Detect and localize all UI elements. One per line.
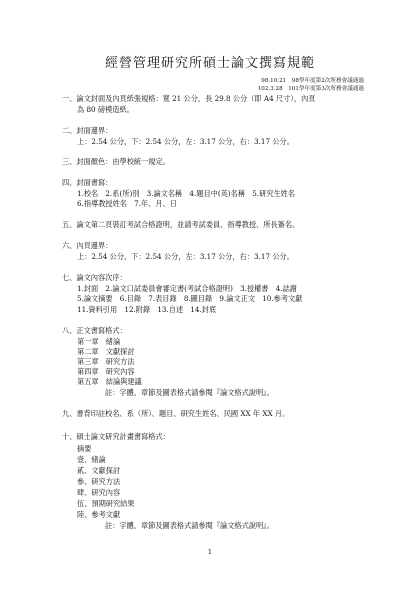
section-line: 11.資料引用 12.附錄 13.自述 14.封底 [77, 305, 217, 314]
section-heading: 一、論文封面及內頁紙張規格：寬 21 公分，長 29.8 公分（即 A4 尺寸），內頁 [62, 94, 316, 103]
section-line: 6.指導教授姓名 7.年、月、日 [77, 199, 177, 208]
document-title: 經營管理研究所碩士論文撰寫規範 [104, 56, 315, 71]
page-number: 1 [207, 548, 213, 556]
section-heading: 七、論文內容次序： [62, 273, 127, 282]
chapter-line: 第二章 文獻探討 [77, 347, 135, 356]
section-line: 上：2.54 公分，下：2.54 公分，左：3.17 公分，右：3.17 公分。 [77, 252, 294, 261]
note-line: 註：字體、章節及圖表格式請參閱『論文格式說明』。 [105, 521, 274, 530]
chapter-line: 第四章 研究內容 [77, 367, 135, 376]
outline-line: 參、研究方法 [77, 477, 121, 486]
section-heading: 五、論文第二頁裝訂考試合格證明，並請考試委員、指導教授、所長簽名。 [62, 220, 300, 229]
section-line: 1.校名 2.系(所)別 3.論文名稱 4.題目中(英)名稱 5.研究生姓名 [77, 189, 296, 198]
section-heading: 九、書背印註校名、系（所）、題目、研究生姓名、民國 XX 年 XX 月。 [62, 409, 290, 418]
section-heading: 十、碩士論文研究計畫書寫格式： [62, 432, 170, 441]
section-heading: 八、正文書寫格式： [62, 326, 127, 335]
outline-line: 壹、緒論 [77, 455, 106, 464]
note-line: 註：字體、章節及圖表格式請參閱『論文格式說明』。 [105, 388, 274, 397]
outline-line: 摘要 [77, 444, 92, 453]
chapter-line: 第三章 研究方法 [77, 357, 135, 366]
approval-note: 102.3.28 101學年度第3次所務會議通過 [257, 86, 364, 92]
outline-line: 肆、研究內容 [77, 488, 121, 497]
chapter-line: 第五章 結論與建議 [77, 377, 142, 386]
chapter-line: 第一章 緒論 [77, 337, 121, 346]
section-line: 上：2.54 公分，下：2.54 公分，左：3.17 公分，右：3.17 公分。 [77, 137, 294, 146]
section-line: 5.論文摘要 6.目錄 7.表目錄 8.圖目錄 9.論文正文 10.參考文獻 [77, 294, 303, 303]
section-line: 1.封面 2.論文口試委員會審定書(考試合格證明) 3.授權書 4.誌謝 [77, 284, 297, 293]
section-line: 為 80 磅模造紙。 [77, 105, 134, 114]
outline-line: 伍、預期研究結果 [77, 499, 135, 508]
section-heading: 四、封面書寫： [62, 178, 113, 187]
approval-note: 98.10.21 98學年度第2次所務會議通過 [261, 78, 364, 84]
section-heading: 二、封面邊界： [62, 126, 113, 135]
section-heading: 三、封面顏色：由學校統一規定。 [62, 157, 170, 166]
section-heading: 六、內頁邊界： [62, 241, 113, 250]
outline-line: 陸、參考文獻 [77, 510, 121, 519]
outline-line: 貳、文獻探討 [77, 466, 121, 475]
